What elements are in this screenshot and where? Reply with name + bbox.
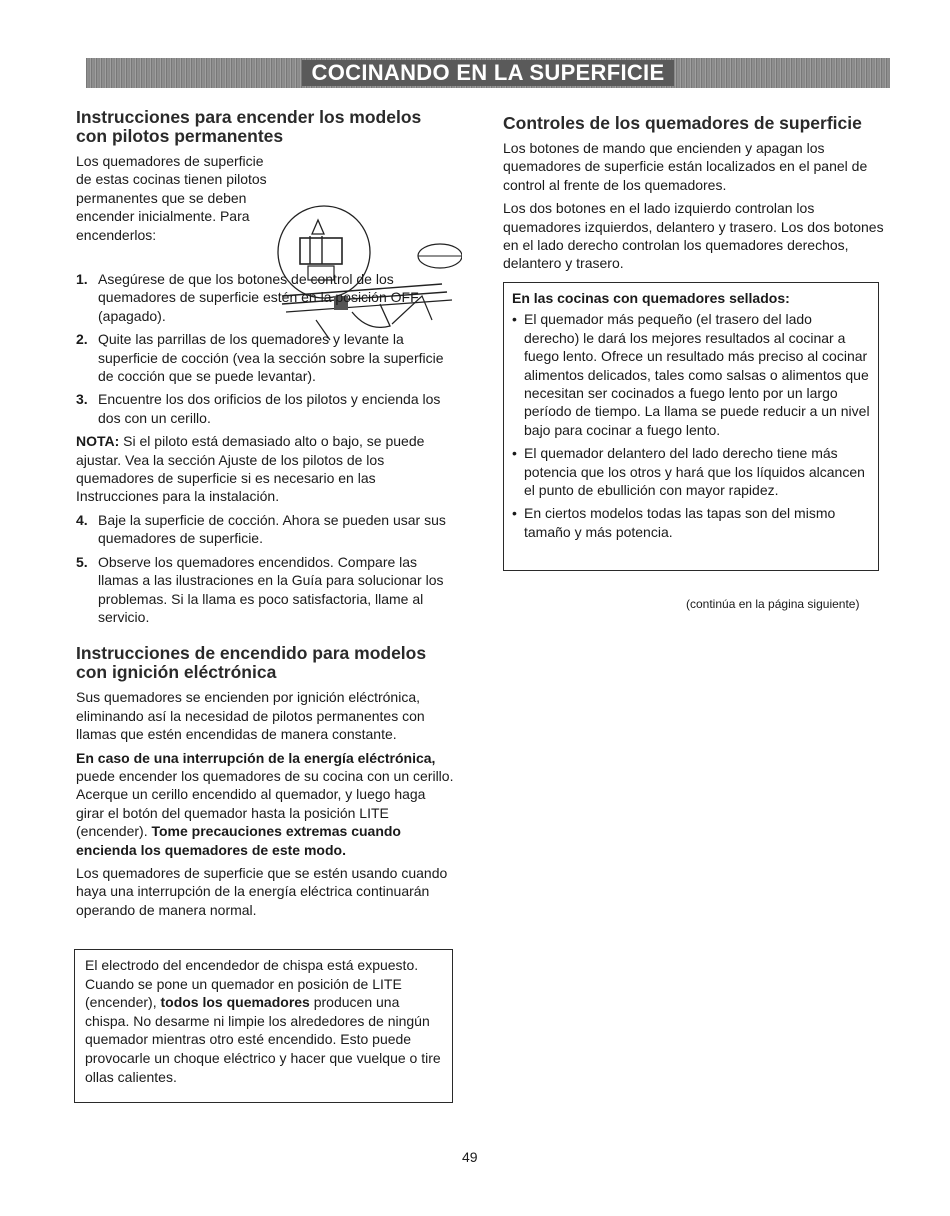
sealed-bullet-2: • El quemador delantero del lado derecho tiene más potencia que los otros y hará que los líquidos alcancen el punto de ebullición con mayor rapidez.: [512, 444, 870, 499]
step-text: Baje la superficie de cocción. Ahora se pueden usar sus quemadores de superficie.: [98, 511, 446, 547]
ignition-paragraph-1: Sus quemadores se encienden por ignición eléctrónica, eliminando así la necesidad de pilotos permanentes con llamas que estén encendidas de manera constante.: [76, 689, 425, 743]
controls-paragraph-2: Los dos botones en el lado izquierdo controlan los quemadores izquierdos, delantero y trasero. Los dos botones en el lado derecho controlan los quemadores derechos, delantero y trasero.: [503, 200, 884, 272]
step-text: Asegúrese de que los botones de control de los quemadores de superficie estén en la posición OFF (apagado).: [98, 271, 419, 324]
banner-title: COCINANDO EN LA SUPERFICIE: [311, 60, 665, 85]
sealed-burners-box: [503, 282, 879, 571]
steps-list-a: [76, 270, 456, 427]
step-number: 2.: [76, 331, 88, 348]
heading-electronic-ignition: Instrucciones de encendido para modelos con ignición eléctrónica: [76, 643, 427, 683]
page-number: 49: [462, 1149, 478, 1165]
nota-label: NOTA:: [76, 433, 120, 450]
nota-text: Si el piloto está demasiado alto o bajo, se puede ajustar. Vea la sección Ajuste de los pilotos de los quemadores de superficie si es necesario en las Instrucciones para la instalación.: [76, 433, 425, 505]
power-outage-lead: En caso de una interrupción de la energía eléctrónica,: [76, 749, 436, 766]
warning-part-b: producen una chispa. No desarme ni limpie los alrededores de ningún quemador mientras otro esté encendido. Esto puede provocarle un choque eléctrico y hacer que vuelque o tire ollas calientes.: [85, 994, 441, 1085]
ignition-paragraph-3: Los quemadores de superficie que se estén usando cuando haya una interrupción de la energía eléctrica continuarán operando de manera normal.: [76, 864, 448, 918]
step-text: Encuentre los dos orificios de los pilotos y encienda los dos con un cerillo.: [98, 391, 441, 426]
spark-warning-text: [85, 956, 442, 1086]
right-column: [503, 114, 888, 278]
caution-text: Tome precauciones extremas cuando enciendа los quemadores de este modo.: [76, 823, 401, 858]
warning-part-a: El electrodo del encendedor de chispa está expuesto. Cuando se pone un quemador en posición de LITE (encender),: [85, 957, 419, 1011]
step-4: [76, 511, 456, 548]
controls-paragraph-1: Los botones de mando que encienden y apagan los quemadores de superficie están localizados en el panel de control al frente de los quemadores.: [503, 140, 868, 193]
step-text: Quite las parrillas de los quemadores y levante la superficie de cocción (vea la sección sobre la superficie de cocción que se puede levantar).: [98, 331, 444, 385]
step-3: [76, 390, 456, 427]
left-column: [76, 108, 456, 924]
intro-paragraph: Los quemadores de superficie de estas cocinas tienen pilotos permanentes que se deben encender inicialmente. Para encenderlos:: [76, 153, 267, 243]
heading-permanent-pilots: Instrucciones para encender los modelos con pilotos permanentes: [76, 107, 422, 146]
step-number: 4.: [76, 511, 88, 528]
warning-bold: todos los quemadores: [160, 994, 310, 1011]
banner-label-box: [302, 60, 675, 86]
step-1: [76, 270, 456, 325]
intro-block: [76, 152, 456, 270]
step-number: 3.: [76, 391, 88, 408]
sealed-burners-title: En las cocinas con quemadores sellados:: [512, 290, 790, 306]
ignition-paragraph-2: [76, 749, 456, 859]
steps-list-b: [76, 511, 456, 626]
power-outage-text: puede encender los quemadores de su cocina con un cerillo. Acerque un cerillo encendido al quemador, y luego haga girar el botón del quemador hasta la posición LITE (encender).: [76, 767, 454, 840]
step-text: Observe los quemadores encendidos. Compare las llamas a las ilustraciones en la Guía para solucionar los problemas. Si la llama es poco satisfactoria, llame al servicio.: [98, 553, 444, 625]
heading-burner-controls: Controles de los quemadores de superficie: [503, 113, 862, 133]
step-5: [76, 553, 456, 627]
nota-paragraph: [76, 432, 456, 506]
sealed-bullet-1: • El quemador más pequeño (el trasero del lado derecho) le dará los mejores resultados al cocinar a fuego lento. Ofrece un resultado más preciso al cocinar alimentos delicados, tales como salsas o alimentos que necesitan ser cocinados a fuego lento por un largo período de tiempo. La llama se puede reducir a un nivel bajo para cocinar a fuego lento.: [512, 310, 870, 439]
step-number: 5.: [76, 553, 88, 570]
section-banner: [86, 58, 890, 88]
continued-note: (continúa en la página siguiente): [686, 597, 860, 611]
step-number: 1.: [76, 271, 88, 287]
spark-warning-box: [74, 949, 453, 1103]
sealed-bullet-3: • En ciertos modelos todas las tapas son del mismo tamaño y más potencia.: [512, 504, 870, 541]
step-2: [76, 330, 456, 385]
